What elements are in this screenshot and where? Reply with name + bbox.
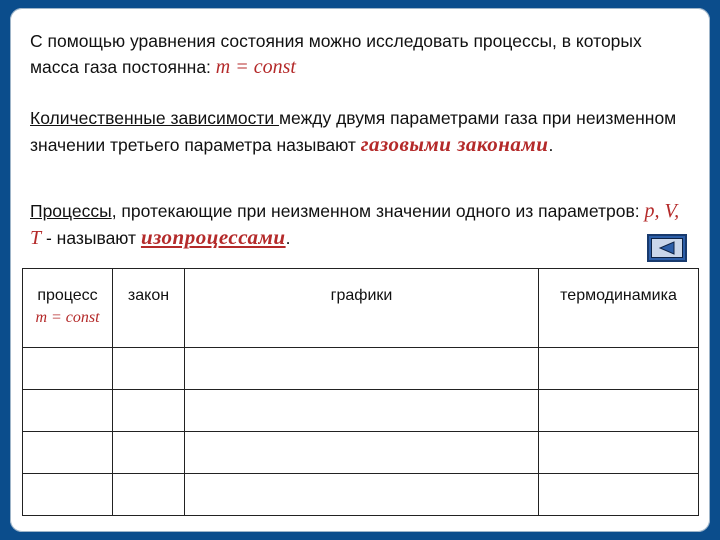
gas-laws-text: между двумя параметрами газа при неизменном значении третьего параметра называют [30,108,677,155]
isoprocess-term: изопроцессами [140,225,286,249]
header-graphs-label: графики [330,287,393,304]
table-cell [539,390,699,432]
header-law-label: закон [127,287,170,304]
gas-laws-paragraph [30,105,680,158]
header-process-label: процесс [37,287,98,304]
parameters-formula: p, V, T [30,200,680,249]
header-process [23,269,113,348]
quantitative-dependencies-term: Количественные зависимости [30,108,279,128]
isoprocess-text-2: - называют [41,228,141,248]
table-row [23,390,699,432]
header-process-formula: m = const [35,309,100,326]
intro-text: С помощью уравнения состояния можно исследовать процессы, в которых масса газа постоянна: [30,31,642,77]
table-cell [23,474,113,516]
back-button-face[interactable] [651,238,683,258]
isoprocess-paragraph [30,198,680,251]
table-cell [113,348,185,390]
table-cell [539,348,699,390]
table-cell [185,348,539,390]
slide [10,8,710,532]
table-row [23,474,699,516]
processes-term: Процессы [30,201,112,221]
gas-laws-end: . [548,135,554,155]
table-cell [185,432,539,474]
header-thermodynamics [539,269,699,348]
back-button[interactable] [647,234,687,262]
gas-laws-term: газовыми законами [360,132,549,156]
isoprocess-text-1: , протекающие при неизменном значении одного из параметров: [111,201,645,221]
triangle-left-icon [658,241,676,255]
table-row [23,348,699,390]
table-row [23,432,699,474]
table-header-row [23,269,699,348]
header-graphs [185,269,539,348]
table-cell [113,390,185,432]
table-cell [23,390,113,432]
intro-paragraph [30,28,680,80]
table-cell [23,432,113,474]
table-cell [185,474,539,516]
header-law [113,269,185,348]
table-cell [539,432,699,474]
table-cell [113,474,185,516]
header-thermodynamics-label: термодинамика [560,287,677,304]
mass-formula: m = const [215,56,296,78]
isoprocess-end: . [285,228,291,248]
table-cell [113,432,185,474]
table-cell [185,390,539,432]
table-cell [539,474,699,516]
processes-table [22,268,699,516]
table-cell [23,348,113,390]
